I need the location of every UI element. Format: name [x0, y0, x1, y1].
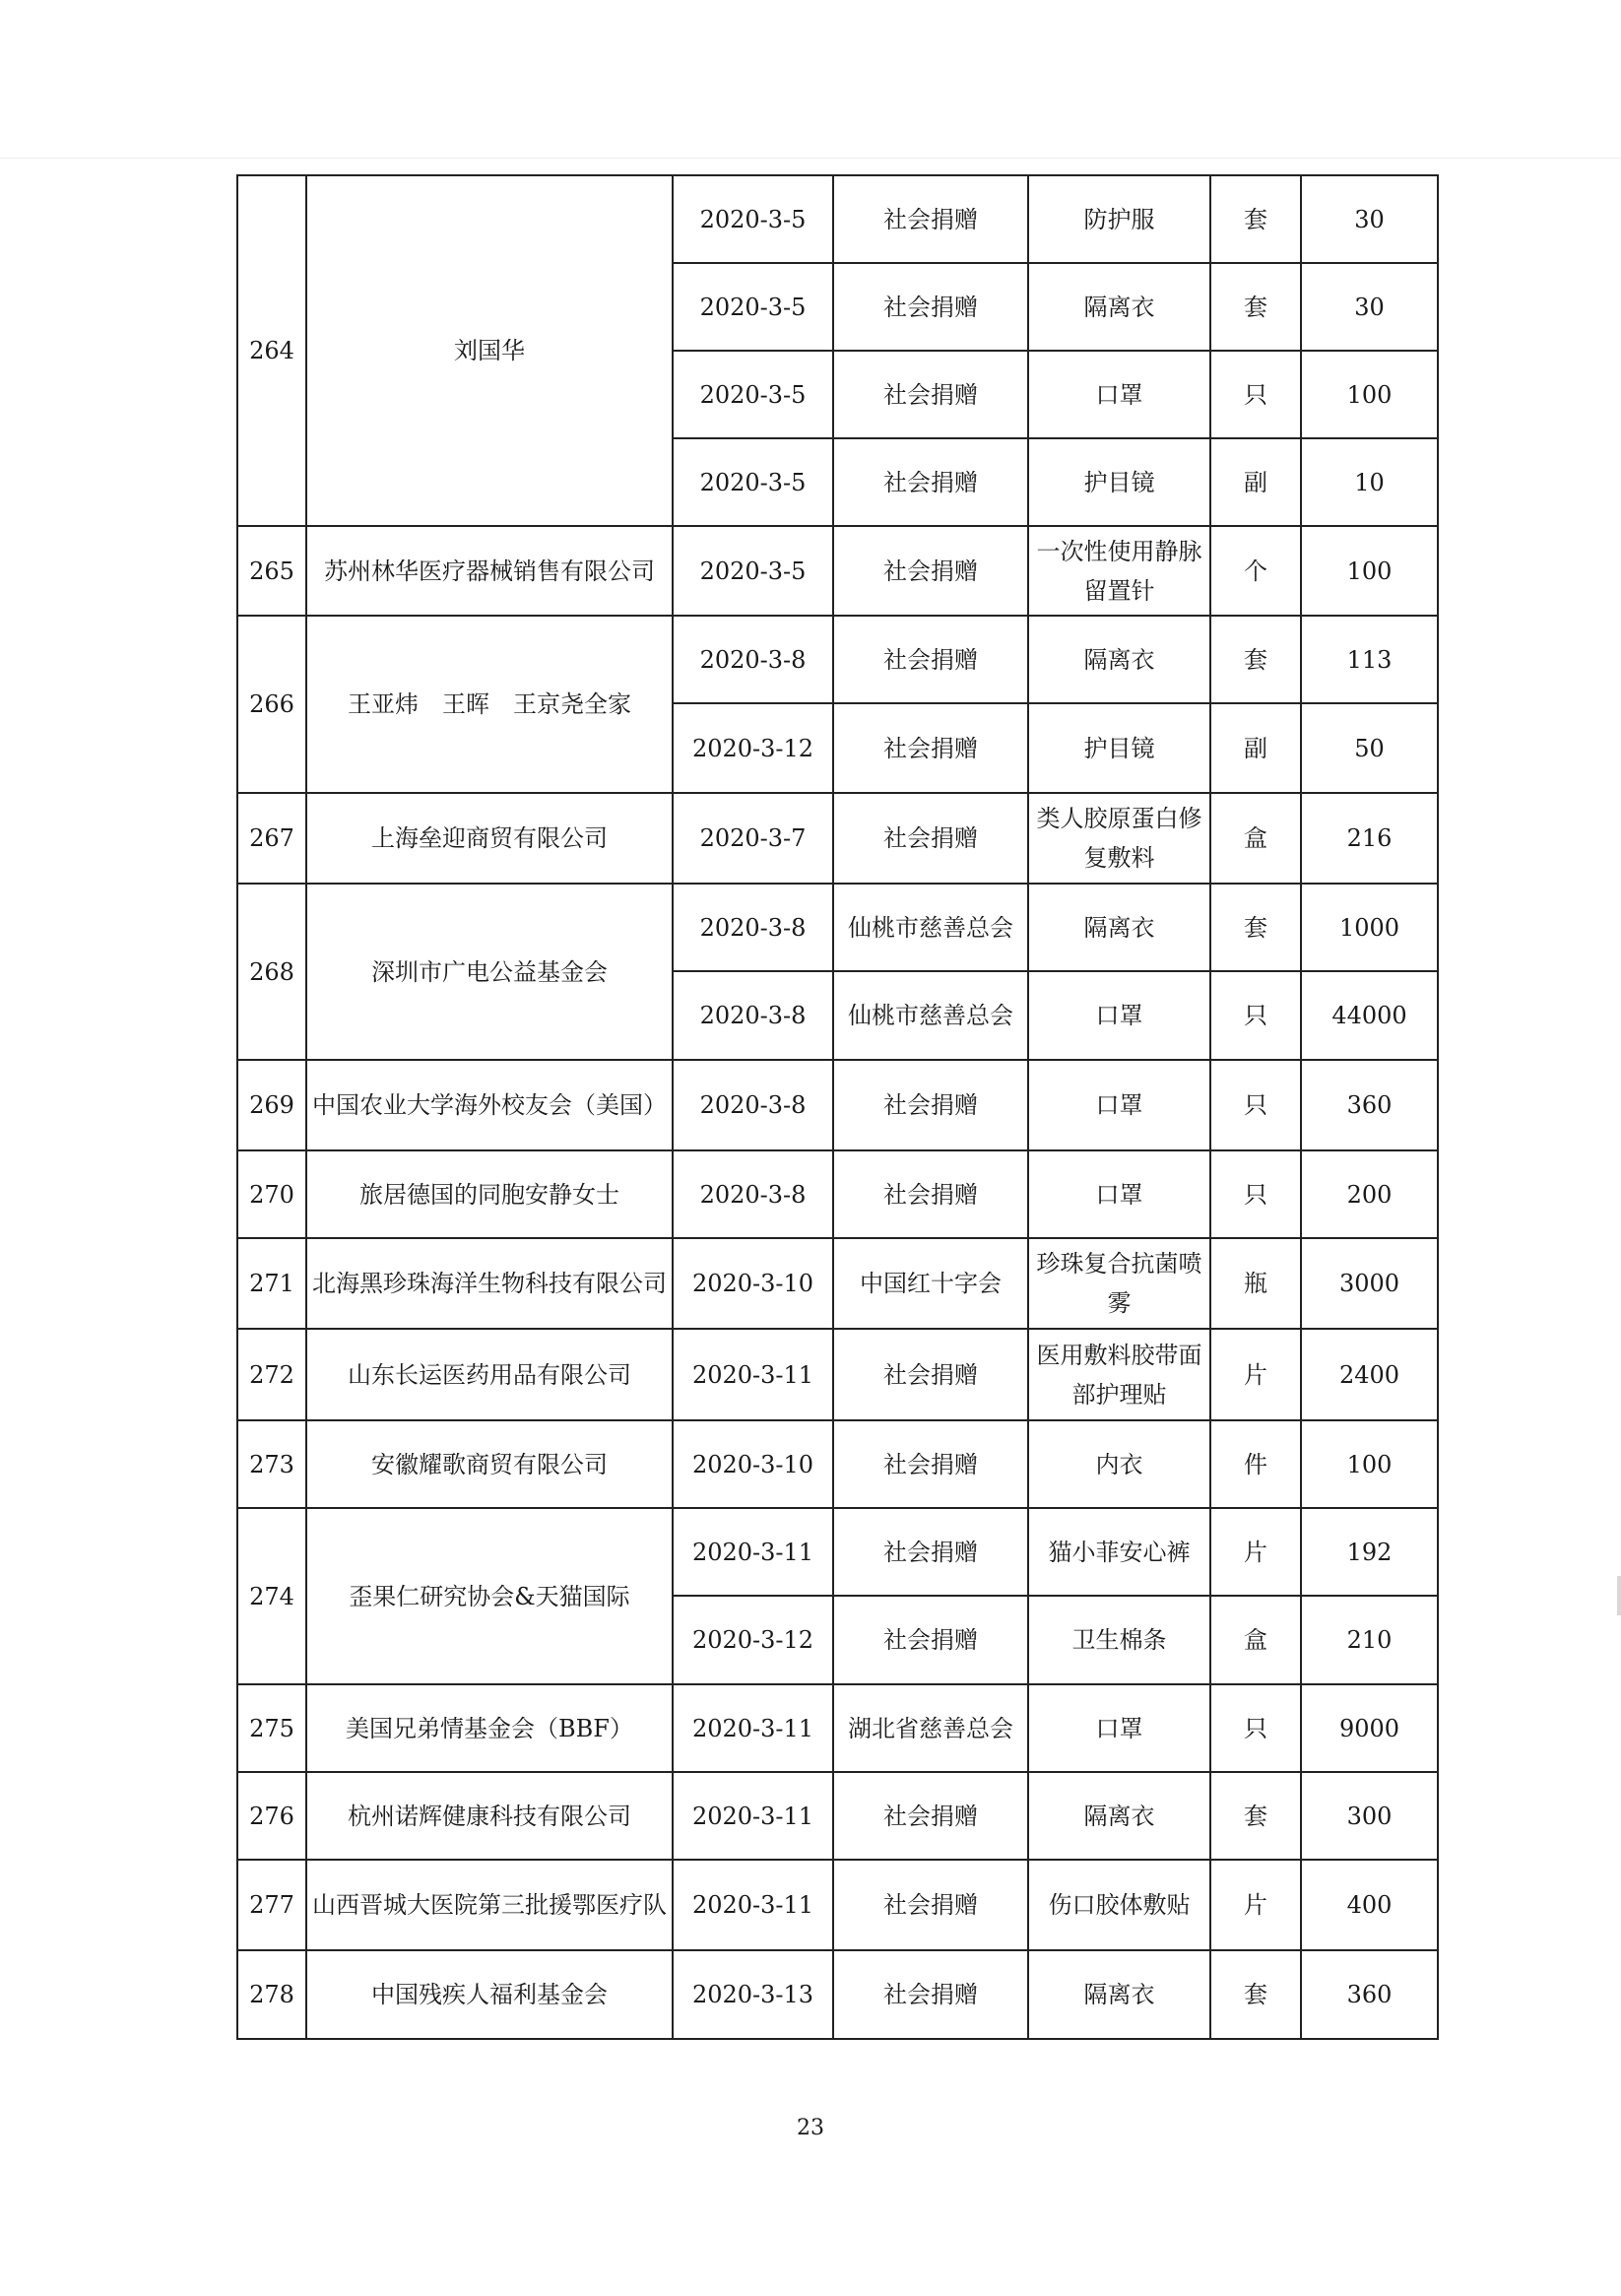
- table-row: [237, 1060, 1438, 1150]
- table-row: [237, 793, 1438, 884]
- unit-cell: 只: [1210, 351, 1301, 438]
- recipient-cell: 社会捐赠: [833, 351, 1028, 438]
- recipient-cell: 社会捐赠: [833, 793, 1028, 884]
- date-cell: 2020-3-5: [673, 351, 833, 438]
- table-row: [237, 616, 1438, 703]
- quantity-cell: 44000: [1301, 971, 1438, 1060]
- item-cell: 隔离衣: [1028, 263, 1210, 351]
- unit-cell: 副: [1210, 438, 1301, 526]
- recipient-cell: 社会捐赠: [833, 1329, 1028, 1420]
- donation-table-body: [237, 175, 1438, 2039]
- date-cell: 2020-3-10: [673, 1238, 833, 1329]
- record-number-cell: 269: [237, 1060, 306, 1150]
- donor-name-cell: 歪果仁研究协会&天猫国际: [306, 1508, 673, 1684]
- record-number-cell: 276: [237, 1772, 306, 1860]
- donor-name-cell: 美国兄弟情基金会（BBF）: [306, 1684, 673, 1772]
- item-cell: 护目镜: [1028, 703, 1210, 793]
- item-cell: 隔离衣: [1028, 1950, 1210, 2039]
- date-cell: 2020-3-12: [673, 1596, 833, 1684]
- donor-name-cell: 安徽耀歌商贸有限公司: [306, 1420, 673, 1508]
- recipient-cell: 社会捐赠: [833, 1508, 1028, 1596]
- record-number-cell: 265: [237, 526, 306, 616]
- donor-name-cell: 上海垒迎商贸有限公司: [306, 793, 673, 884]
- recipient-cell: 社会捐赠: [833, 1860, 1028, 1950]
- record-number-cell: 264: [237, 175, 306, 526]
- quantity-cell: 100: [1301, 351, 1438, 438]
- donor-name-cell: 山东长运医药用品有限公司: [306, 1329, 673, 1420]
- table-row: [237, 1420, 1438, 1508]
- unit-cell: 套: [1210, 1772, 1301, 1860]
- unit-cell: 个: [1210, 526, 1301, 616]
- date-cell: 2020-3-8: [673, 616, 833, 703]
- donor-name-cell: 中国残疾人福利基金会: [306, 1950, 673, 2039]
- unit-cell: 套: [1210, 175, 1301, 263]
- item-cell: 口罩: [1028, 1150, 1210, 1238]
- quantity-cell: 300: [1301, 1772, 1438, 1860]
- recipient-cell: 湖北省慈善总会: [833, 1684, 1028, 1772]
- item-cell: 口罩: [1028, 351, 1210, 438]
- table-row: [237, 1508, 1438, 1596]
- date-cell: 2020-3-12: [673, 703, 833, 793]
- item-cell: 防护服: [1028, 175, 1210, 263]
- unit-cell: 套: [1210, 884, 1301, 971]
- donor-name-cell: 苏州林华医疗器械销售有限公司: [306, 526, 673, 616]
- item-cell: 隔离衣: [1028, 1772, 1210, 1860]
- record-number-cell: 266: [237, 616, 306, 793]
- record-number-cell: 268: [237, 884, 306, 1060]
- quantity-cell: 210: [1301, 1596, 1438, 1684]
- quantity-cell: 100: [1301, 526, 1438, 616]
- unit-cell: 片: [1210, 1329, 1301, 1420]
- table-row: [237, 1684, 1438, 1772]
- date-cell: 2020-3-13: [673, 1950, 833, 2039]
- date-cell: 2020-3-5: [673, 263, 833, 351]
- quantity-cell: 30: [1301, 263, 1438, 351]
- quantity-cell: 3000: [1301, 1238, 1438, 1329]
- item-cell: 类人胶原蛋白修复敷料: [1028, 793, 1210, 884]
- unit-cell: 套: [1210, 616, 1301, 703]
- recipient-cell: 社会捐赠: [833, 1060, 1028, 1150]
- quantity-cell: 30: [1301, 175, 1438, 263]
- date-cell: 2020-3-8: [673, 971, 833, 1060]
- quantity-cell: 9000: [1301, 1684, 1438, 1772]
- item-cell: 一次性使用静脉留置针: [1028, 526, 1210, 616]
- scan-edge-mark: [1617, 1576, 1621, 1615]
- donor-name-cell: 旅居德国的同胞安静女士: [306, 1150, 673, 1238]
- quantity-cell: 1000: [1301, 884, 1438, 971]
- item-cell: 隔离衣: [1028, 884, 1210, 971]
- item-cell: 口罩: [1028, 971, 1210, 1060]
- date-cell: 2020-3-11: [673, 1329, 833, 1420]
- donation-table: [236, 174, 1439, 2040]
- recipient-cell: 社会捐赠: [833, 1596, 1028, 1684]
- date-cell: 2020-3-5: [673, 438, 833, 526]
- unit-cell: 套: [1210, 263, 1301, 351]
- recipient-cell: 仙桃市慈善总会: [833, 884, 1028, 971]
- table-row: [237, 1860, 1438, 1950]
- donor-name-cell: 刘国华: [306, 175, 673, 526]
- quantity-cell: 400: [1301, 1860, 1438, 1950]
- unit-cell: 盒: [1210, 793, 1301, 884]
- date-cell: 2020-3-5: [673, 526, 833, 616]
- table-row: [237, 1329, 1438, 1420]
- recipient-cell: 社会捐赠: [833, 1150, 1028, 1238]
- quantity-cell: 10: [1301, 438, 1438, 526]
- recipient-cell: 中国红十字会: [833, 1238, 1028, 1329]
- recipient-cell: 仙桃市慈善总会: [833, 971, 1028, 1060]
- unit-cell: 片: [1210, 1860, 1301, 1950]
- item-cell: 珍珠复合抗菌喷雾: [1028, 1238, 1210, 1329]
- item-cell: 内衣: [1028, 1420, 1210, 1508]
- item-cell: 口罩: [1028, 1684, 1210, 1772]
- date-cell: 2020-3-11: [673, 1684, 833, 1772]
- unit-cell: 片: [1210, 1508, 1301, 1596]
- unit-cell: 套: [1210, 1950, 1301, 2039]
- quantity-cell: 50: [1301, 703, 1438, 793]
- record-number-cell: 270: [237, 1150, 306, 1238]
- recipient-cell: 社会捐赠: [833, 703, 1028, 793]
- item-cell: 医用敷料胶带面部护理贴: [1028, 1329, 1210, 1420]
- recipient-cell: 社会捐赠: [833, 175, 1028, 263]
- quantity-cell: 360: [1301, 1950, 1438, 2039]
- donor-name-cell: 杭州诺辉健康科技有限公司: [306, 1772, 673, 1860]
- donor-name-cell: 中国农业大学海外校友会（美国）: [306, 1060, 673, 1150]
- page-number: 23: [797, 2116, 824, 2140]
- quantity-cell: 360: [1301, 1060, 1438, 1150]
- quantity-cell: 100: [1301, 1420, 1438, 1508]
- table-row: [237, 175, 1438, 263]
- donor-name-cell: 王亚炜 王晖 王京尧全家: [306, 616, 673, 793]
- item-cell: 卫生棉条: [1028, 1596, 1210, 1684]
- recipient-cell: 社会捐赠: [833, 438, 1028, 526]
- quantity-cell: 2400: [1301, 1329, 1438, 1420]
- recipient-cell: 社会捐赠: [833, 1772, 1028, 1860]
- recipient-cell: 社会捐赠: [833, 263, 1028, 351]
- unit-cell: 副: [1210, 703, 1301, 793]
- record-number-cell: 271: [237, 1238, 306, 1329]
- table-row: [237, 1772, 1438, 1860]
- unit-cell: 只: [1210, 1684, 1301, 1772]
- date-cell: 2020-3-10: [673, 1420, 833, 1508]
- table-row: [237, 884, 1438, 971]
- donor-name-cell: 深圳市广电公益基金会: [306, 884, 673, 1060]
- record-number-cell: 273: [237, 1420, 306, 1508]
- donor-name-cell: 北海黑珍珠海洋生物科技有限公司: [306, 1238, 673, 1329]
- record-number-cell: 278: [237, 1950, 306, 2039]
- record-number-cell: 277: [237, 1860, 306, 1950]
- recipient-cell: 社会捐赠: [833, 526, 1028, 616]
- scan-top-shadow: [0, 158, 1621, 159]
- item-cell: 护目镜: [1028, 438, 1210, 526]
- record-number-cell: 275: [237, 1684, 306, 1772]
- quantity-cell: 113: [1301, 616, 1438, 703]
- table-row: [237, 1150, 1438, 1238]
- item-cell: 猫小菲安心裤: [1028, 1508, 1210, 1596]
- table-row: [237, 1950, 1438, 2039]
- unit-cell: 盒: [1210, 1596, 1301, 1684]
- unit-cell: 件: [1210, 1420, 1301, 1508]
- quantity-cell: 200: [1301, 1150, 1438, 1238]
- date-cell: 2020-3-11: [673, 1772, 833, 1860]
- date-cell: 2020-3-8: [673, 1150, 833, 1238]
- date-cell: 2020-3-8: [673, 1060, 833, 1150]
- date-cell: 2020-3-7: [673, 793, 833, 884]
- unit-cell: 只: [1210, 1150, 1301, 1238]
- recipient-cell: 社会捐赠: [833, 1950, 1028, 2039]
- record-number-cell: 267: [237, 793, 306, 884]
- unit-cell: 只: [1210, 971, 1301, 1060]
- quantity-cell: 216: [1301, 793, 1438, 884]
- table-row: [237, 526, 1438, 616]
- date-cell: 2020-3-5: [673, 175, 833, 263]
- record-number-cell: 272: [237, 1329, 306, 1420]
- item-cell: 口罩: [1028, 1060, 1210, 1150]
- recipient-cell: 社会捐赠: [833, 1420, 1028, 1508]
- donor-name-cell: 山西晋城大医院第三批援鄂医疗队: [306, 1860, 673, 1950]
- recipient-cell: 社会捐赠: [833, 616, 1028, 703]
- record-number-cell: 274: [237, 1508, 306, 1684]
- date-cell: 2020-3-8: [673, 884, 833, 971]
- table-row: [237, 1238, 1438, 1329]
- item-cell: 伤口胶体敷贴: [1028, 1860, 1210, 1950]
- date-cell: 2020-3-11: [673, 1860, 833, 1950]
- item-cell: 隔离衣: [1028, 616, 1210, 703]
- unit-cell: 瓶: [1210, 1238, 1301, 1329]
- quantity-cell: 192: [1301, 1508, 1438, 1596]
- date-cell: 2020-3-11: [673, 1508, 833, 1596]
- unit-cell: 只: [1210, 1060, 1301, 1150]
